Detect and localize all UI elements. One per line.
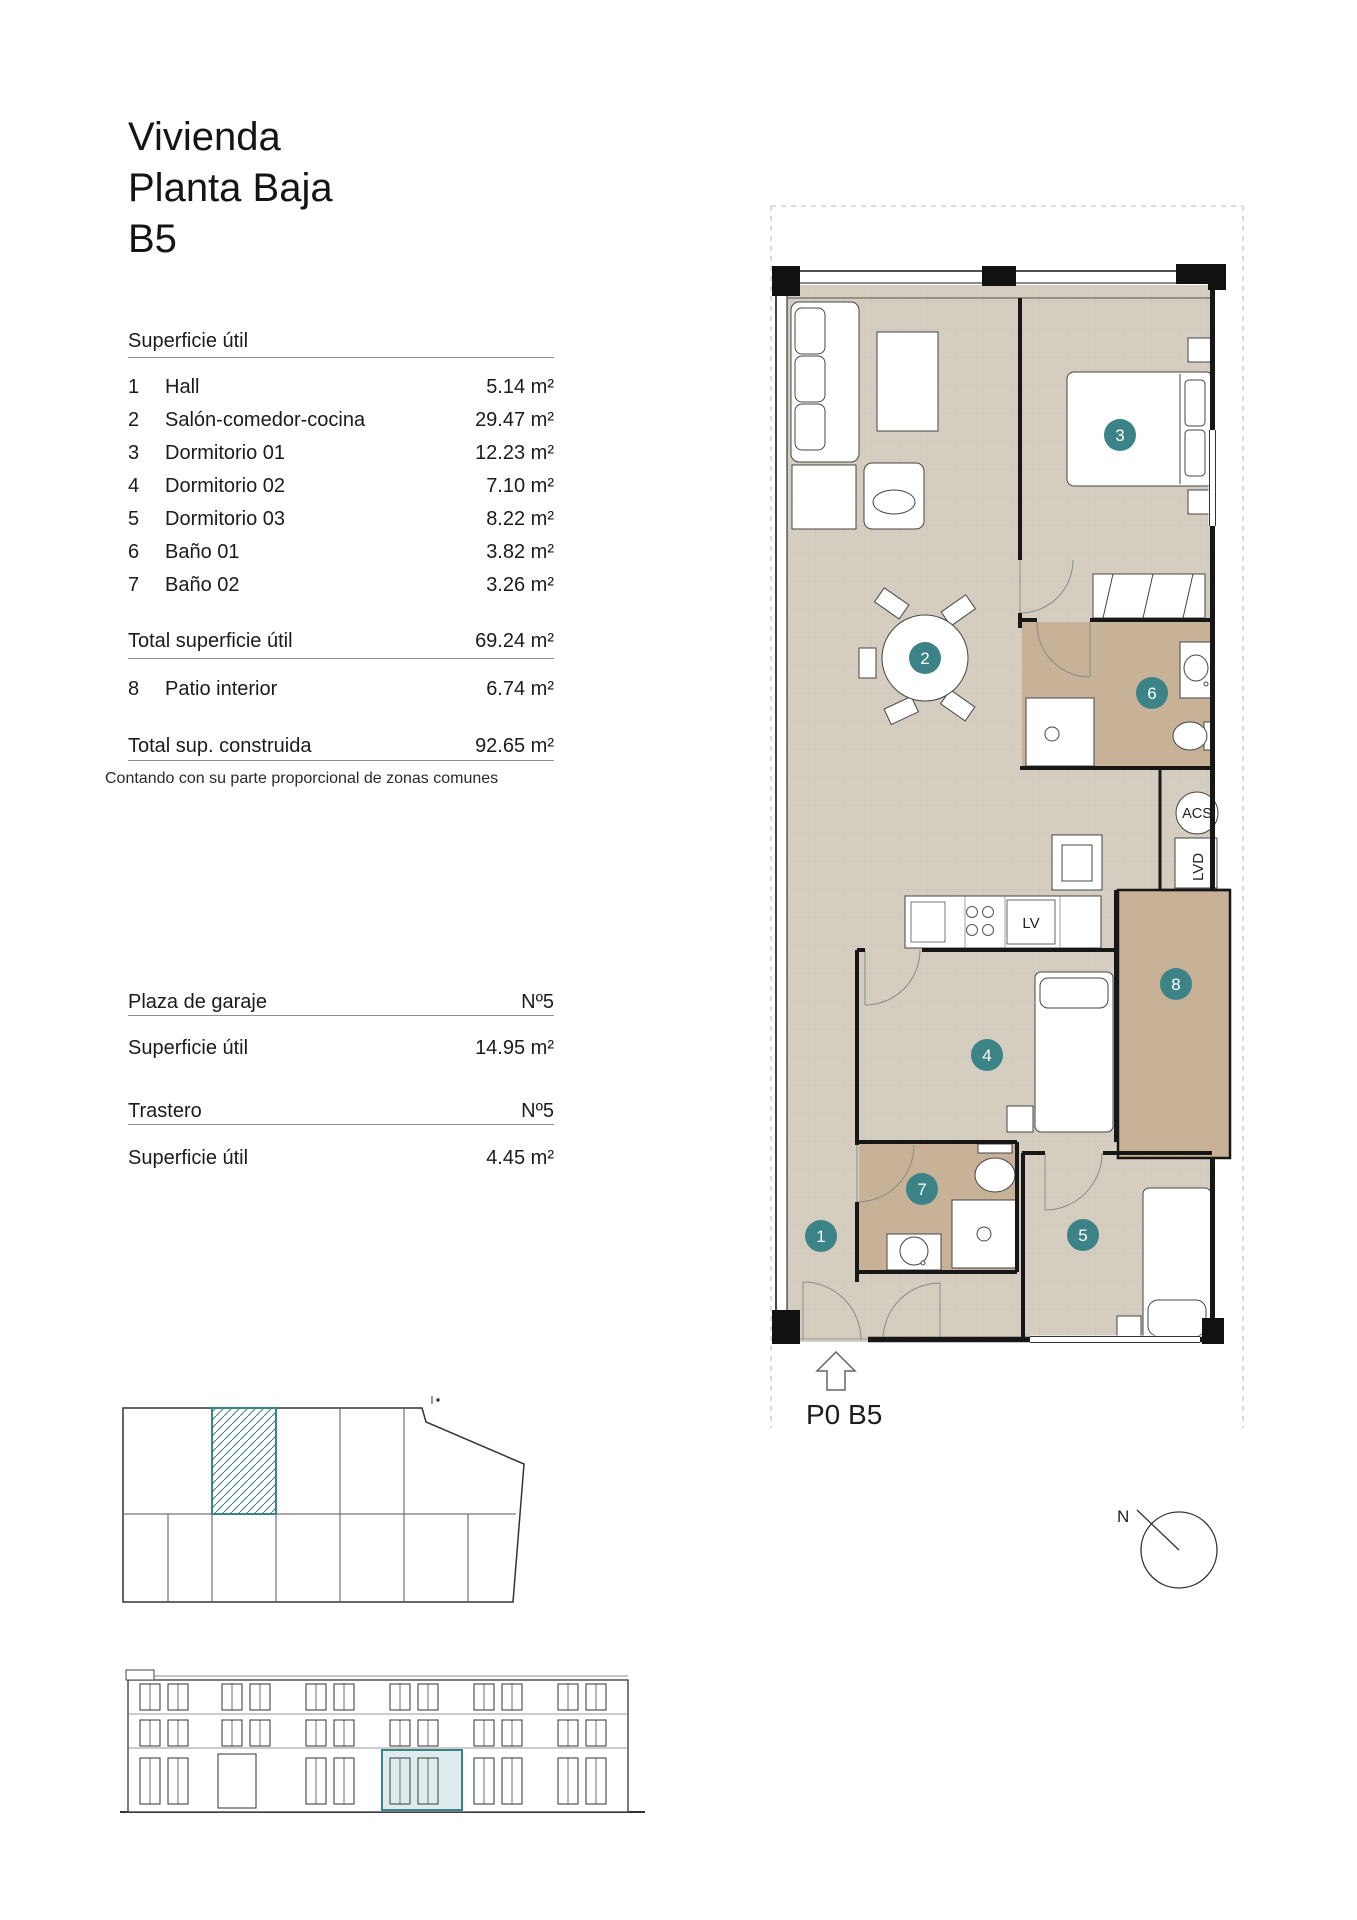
row-value: 3.26 m²: [486, 574, 554, 596]
oven-column: [1052, 835, 1102, 890]
row-value: 7.10 m²: [486, 475, 554, 497]
row-num: 2: [128, 409, 140, 431]
row-label: Baño 02: [165, 574, 240, 596]
garage-area-label: Superficie útil: [128, 1037, 249, 1059]
garage-header: Plaza de garaje: [128, 991, 267, 1013]
table-row: [128, 376, 554, 399]
constructed-label: Total sup. construida: [128, 735, 312, 757]
table-row: [128, 541, 554, 564]
row-label: Patio interior: [165, 678, 278, 700]
total-underline: [128, 658, 554, 659]
surface-table-header-row: [128, 330, 554, 353]
table-note: Contando con su parte proporcional de zonas comunes: [105, 770, 499, 787]
garage-area-row: [128, 1037, 554, 1060]
lv-label: LV: [1022, 915, 1040, 932]
patio-row: [128, 678, 554, 701]
badge-4: 4: [982, 1046, 992, 1065]
lvd-label: LVD: [1190, 852, 1207, 881]
north-label: N: [1117, 1507, 1130, 1526]
garage-underline: [128, 1015, 554, 1016]
row-label: Salón-comedor-cocina: [165, 409, 366, 431]
table-row: [128, 508, 554, 531]
total-value: 69.24 m²: [475, 630, 554, 652]
row-value: 12.23 m²: [475, 442, 554, 464]
entrance-door: [218, 1754, 256, 1808]
building-elevation: [120, 1650, 650, 1825]
row-label: Dormitorio 02: [165, 475, 286, 497]
site-plan: [120, 1392, 550, 1612]
storage-underline: [128, 1124, 554, 1125]
constructed-row: [128, 735, 554, 758]
badge-7: 7: [917, 1180, 927, 1199]
patio-floor: [1118, 890, 1230, 1158]
row-value: 3.82 m²: [486, 541, 554, 563]
row-value: 29.47 m²: [475, 409, 554, 431]
storage-area-row: [128, 1147, 554, 1170]
garage-number: Nº5: [521, 991, 554, 1013]
row-label: Dormitorio 01: [165, 442, 286, 464]
title-line-2: Planta Baja: [128, 166, 333, 210]
entrance-arrow-icon: [817, 1352, 855, 1390]
acs-label: ACS: [1182, 806, 1212, 822]
highlighted-unit-cell: [212, 1408, 276, 1514]
row-num: 4: [128, 475, 140, 497]
table-row: [128, 475, 554, 498]
north-compass: [1115, 1492, 1235, 1612]
site-tick-mark: [432, 1396, 439, 1404]
kitchen-counter: [905, 896, 1101, 948]
highlighted-unit-elevation: [382, 1750, 462, 1810]
floor-plan: [760, 190, 1260, 1450]
constructed-value: 92.65 m²: [475, 735, 554, 757]
total-label: Total superficie útil: [128, 630, 293, 652]
row-num: 7: [128, 574, 140, 596]
badge-2: 2: [920, 649, 930, 668]
roof-block: [126, 1670, 154, 1680]
row-value: 8.22 m²: [486, 508, 554, 530]
garage-area-value: 14.95 m²: [475, 1037, 554, 1059]
row-num: 3: [128, 442, 140, 464]
badge-5: 5: [1078, 1226, 1088, 1245]
row-label: Hall: [165, 376, 200, 398]
row-num: 5: [128, 508, 140, 530]
title-line-1: Vivienda: [128, 115, 281, 159]
garage-header-row: [128, 991, 554, 1014]
storage-area-label: Superficie útil: [128, 1147, 249, 1169]
sofa: [791, 302, 859, 462]
row-num: 6: [128, 541, 140, 563]
title-line-3: B5: [128, 217, 177, 261]
badge-6: 6: [1147, 684, 1157, 703]
header-underline: [128, 357, 554, 358]
total-row: [128, 630, 554, 653]
table-row: [128, 574, 554, 597]
facade-outline: [128, 1680, 628, 1812]
tv-unit: [877, 332, 938, 431]
storage-area-value: 4.45 m²: [486, 1147, 554, 1169]
badge-8: 8: [1171, 975, 1181, 994]
storage-header: Trastero: [128, 1100, 202, 1122]
badge-1: 1: [816, 1227, 826, 1246]
constructed-underline: [128, 760, 554, 761]
table-row: [128, 409, 554, 432]
storage-header-row: [128, 1100, 554, 1123]
plot-outline: [123, 1408, 524, 1602]
row-value: 6.74 m²: [486, 678, 554, 700]
row-label: Dormitorio 03: [165, 508, 286, 530]
pouf: [792, 465, 856, 529]
storage-number: Nº5: [521, 1100, 554, 1122]
unit-label: P0 B5: [806, 1399, 883, 1430]
row-num: 8: [128, 678, 140, 700]
row-num: 1: [128, 376, 140, 398]
badge-3: 3: [1115, 426, 1125, 445]
surface-table-header: Superficie útil: [128, 330, 249, 352]
page-title: [128, 112, 333, 265]
row-label: Baño 01: [165, 541, 240, 563]
table-row: [128, 442, 554, 465]
row-value: 5.14 m²: [486, 376, 554, 398]
armchair: [864, 463, 924, 529]
